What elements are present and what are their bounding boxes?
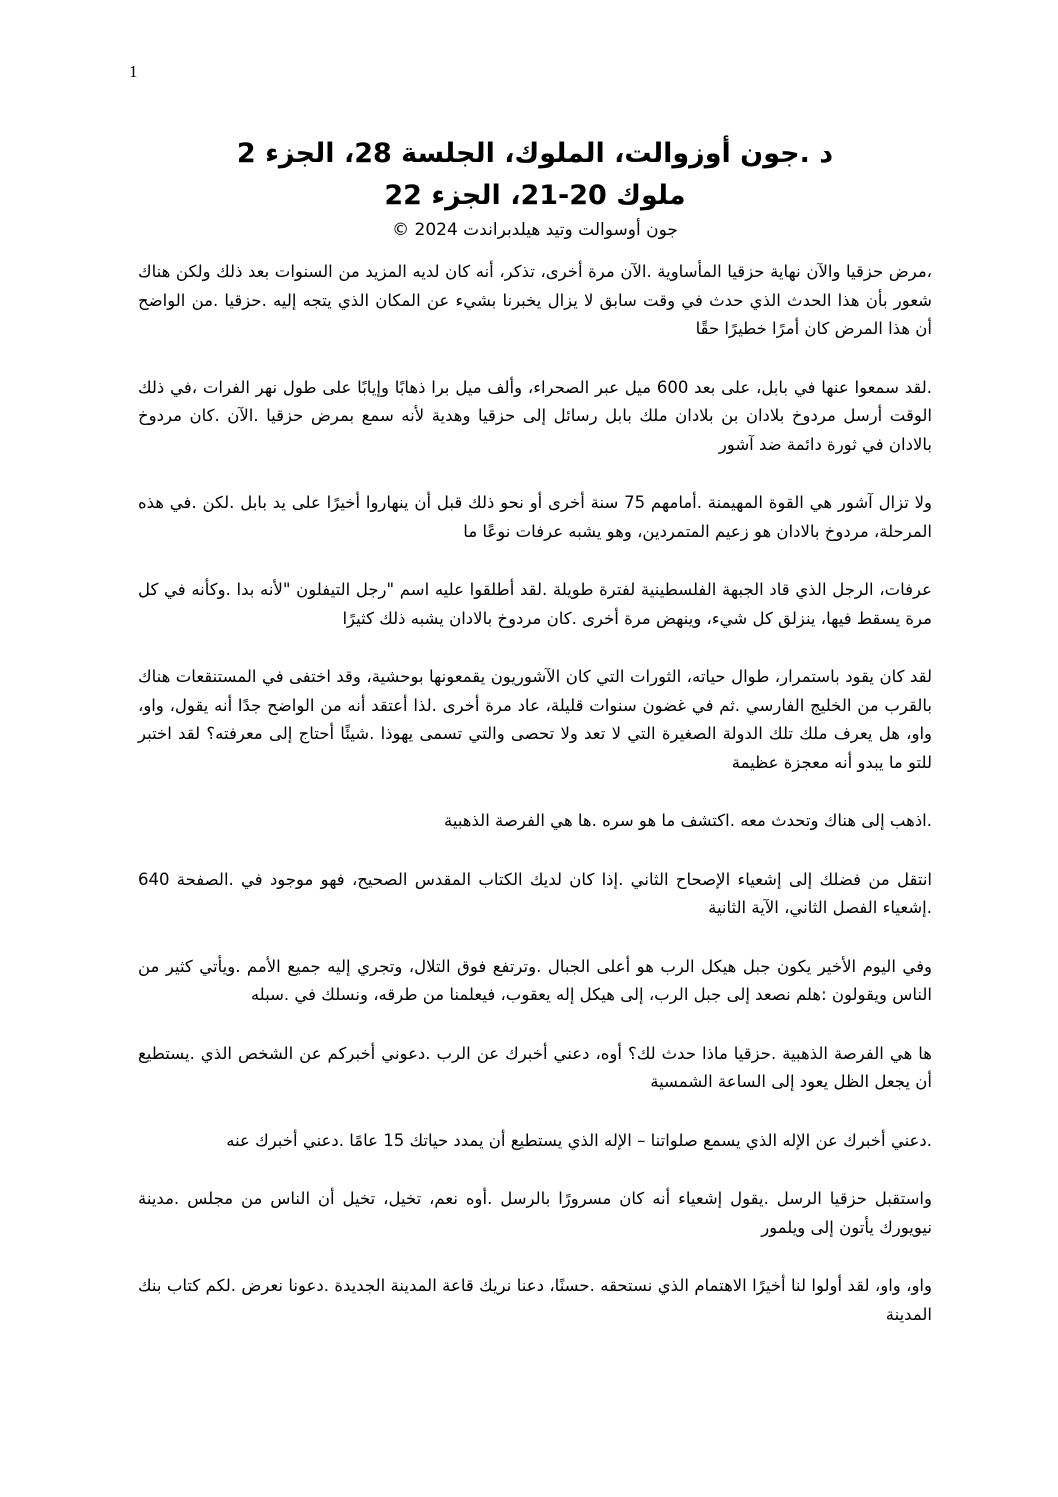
paragraph-2: .لقد سمعوا عنها في بابل، على بعد 600 ميل عبر الصحراء، وألف ميل برا ذهابًا وإيابًا على طول نهر الفرات ،في ذلك الوقت أرسل مردوخ بلادان بن بلادان ملك بابل رسائل إلى حزقيا وهدية لأنه سمع بمرض حزقيا .الآن .كان مردوخ بالادان في ثورة دائمة ضد آشور [138, 377, 932, 454]
paragraph-4: عرفات، الرجل الذي قاد الجبهة الفلسطينية لفترة طويلة .لقد أطلقوا عليه اسم "رجل التيفلون "لأنه بدا .وكأنه في كل مرة يسقط فيها، ينزلق كل شيء، وينهض مرة أخرى .كان مردوخ بالادان يشبه ذلك كثيرًا [138, 580, 932, 628]
document-body [138, 258, 932, 1359]
paragraph-12: واو، واو، لقد أولوا لنا أخيرًا الاهتمام الذي نستحقه .حسنًا، دعنا نريك قاعة المدينة الجديدة .دعونا نعرض .لكم كتاب بنك المدينة [138, 1276, 932, 1324]
paragraph-3: ولا تزال آشور هي القوة المهيمنة .أمامهم 75 سنة أخرى أو نحو ذلك قبل أن ينهاروا أخيرًا على يد بابل .لكن .في هذه المرحلة، مردوخ بالادان هو زعيم المتمردين، وهو يشبه عرفات نوعًا ما [138, 493, 933, 541]
paragraph-5: لقد كان يقود باستمرار، طوال حياته، الثورات التي كان الآشوريون يقمعونها بوحشية، وقد اختفى في المستنقعات هناك بالقرب من الخليج الفارسي .ثم في غضون سنوات قليلة، عاد مرة أخرى .لذا أعتقد أنه من الواضح جدًا أنه يقول، واو، واو، هل يعرف ملك تلك الدولة الصغيرة التي لا تعد ولا تحصى والتي تسمى يهوذا .شيئًا أحتاج إلى معرفته؟ لقد اختبر للتو ما يبدو أنه معجزة عظيمة [138, 667, 932, 772]
document-header [140, 133, 930, 243]
paragraph-9: ها هي الفرصة الذهبية .حزقيا ماذا حدث لك؟ أوه، دعني أخبرك عن الرب .دعوني أخبركم عن الشخص الذي .يستطيع أن يجعل الظل يعود إلى الساعة الشمسية [138, 1043, 932, 1091]
paragraph-1: ،مرض حزقيا والآن نهاية حزقيا المأساوية .الآن مرة أخرى، تذكر، أنه كان لديه المزيد من السنوات بعد ذلك ولكن هناك شعور بأن هذا الحدث الذي حدث في وقت سابق لا يزال يخبرنا بشيء عن المكان الذي يتجه إليه .حزقيا .من الواضح أن هذا المرض كان أمرًا خطيرًا حقًا [138, 262, 932, 338]
paragraph-8: وفي اليوم الأخير يكون جبل هيكل الرب هو أعلى الجبال .وترتفع فوق التلال، وتجري إليه جميع الأمم .ويأتي كثير من الناس ويقولون :هلم نصعد إلى جبل الرب، إلى هيكل إله يعقوب، فيعلمنا من طرقه، ونسلك في .سبله [138, 956, 932, 1004]
paragraph-6: .اذهب إلى هناك وتحدث معه .اكتشف ما هو سره .ها هي الفرصة الذهبية [444, 811, 932, 830]
paragraph-10: .دعني أخبرك عن الإله الذي يسمع صلواتنا – الإله الذي يستطيع أن يمدد حياتك 15 عامًا .دعني أخبرك عنه [226, 1130, 932, 1150]
copyright-notice: جون أوسوالت وتيد هيلدبراندت 2024 © [392, 220, 678, 240]
paragraph-11: واستقبل حزقيا الرسل .يقول إشعياء أنه كان مسرورًا بالرسل .أوه نعم، تخيل، تخيل أن الناس من مجلس .مدينة نيويورك يأتون إلى ويلمور [138, 1189, 932, 1237]
page-number: 1 [129, 62, 138, 81]
document-title-line-2: ملوك 20-21، الجزء 22 [384, 180, 686, 211]
document-title-line-1: د .جون أوزوالت، الملوك، الجلسة 28، الجزء 2 [236, 138, 834, 169]
paragraph-7: انتقل من فضلك إلى إشعياء الإصحاح الثاني .إذا كان لديك الكتاب المقدس الصحيح، فهو موجود في .الصفحة 640 .إشعياء الفصل الثاني، الآية الثانية [138, 869, 932, 917]
